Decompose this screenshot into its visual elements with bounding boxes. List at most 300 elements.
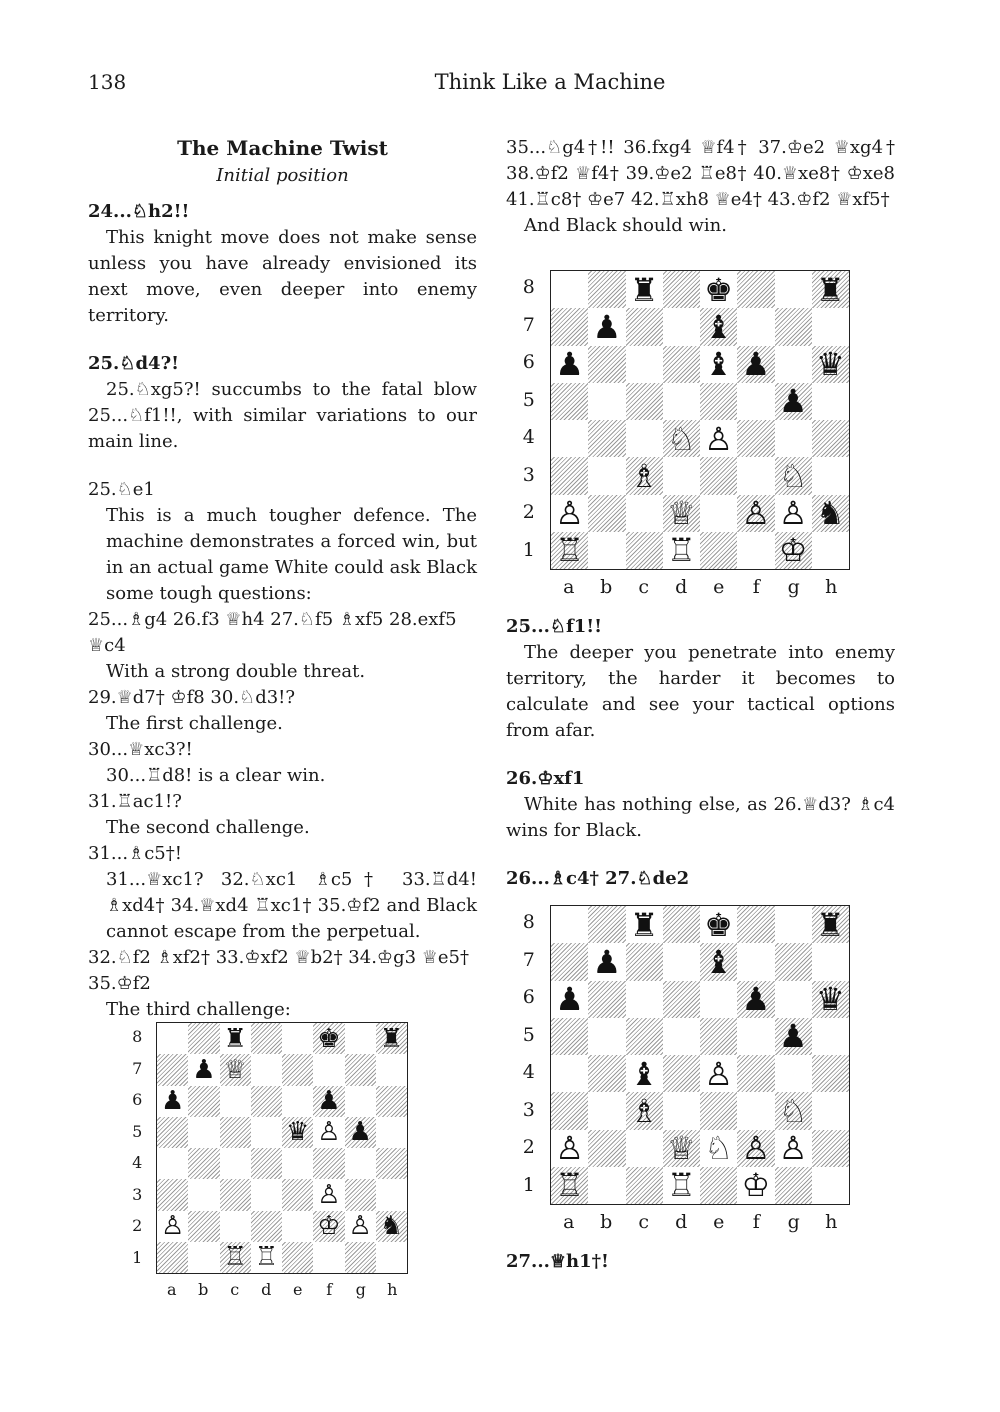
square-f6 xyxy=(313,1086,344,1117)
white-bishop-icon: ♗ xyxy=(629,1091,659,1130)
square-b1 xyxy=(188,1242,219,1273)
black-queen-icon: ♛ xyxy=(816,345,845,384)
square-e5 xyxy=(700,1018,737,1055)
rank-label: 2 xyxy=(132,1216,143,1236)
file-label: h xyxy=(387,1280,398,1299)
white-knight-icon: ♘ xyxy=(704,1129,733,1168)
square-c7 xyxy=(626,308,663,345)
square-f1 xyxy=(737,1167,774,1204)
file-label: f xyxy=(326,1280,333,1299)
square-g6 xyxy=(775,346,812,383)
square-h4 xyxy=(812,420,849,457)
rank-label: 2 xyxy=(522,1136,535,1159)
square-f8 xyxy=(737,271,774,308)
square-g4 xyxy=(775,420,812,457)
square-d5 xyxy=(663,383,700,420)
square-g3 xyxy=(775,457,812,494)
black-rook-icon: ♜ xyxy=(629,905,659,944)
square-g6 xyxy=(775,981,812,1018)
square-e4 xyxy=(282,1148,313,1179)
square-f4 xyxy=(737,1055,774,1092)
rank-label: 3 xyxy=(132,1184,143,1204)
square-h6 xyxy=(376,1086,407,1117)
square-c5 xyxy=(220,1117,251,1148)
square-f1 xyxy=(313,1242,344,1273)
square-d6 xyxy=(663,346,700,383)
white-knight-icon: ♘ xyxy=(667,419,696,458)
square-g7 xyxy=(345,1054,376,1085)
file-label: e xyxy=(713,576,725,598)
white-pawn-icon: ♙ xyxy=(317,1117,341,1148)
right-column-end xyxy=(506,1249,895,1275)
square-c3 xyxy=(626,1092,663,1129)
square-f3 xyxy=(737,457,774,494)
square-d7 xyxy=(663,308,700,345)
square-d2 xyxy=(251,1211,282,1242)
square-h4 xyxy=(376,1148,407,1179)
file-label: b xyxy=(198,1280,209,1299)
square-f7 xyxy=(737,943,774,980)
chess-board xyxy=(156,1022,408,1274)
square-h1 xyxy=(812,532,849,569)
black-king-icon: ♚ xyxy=(704,905,733,944)
comment: The first challenge. xyxy=(106,713,283,734)
black-rook-icon: ♜ xyxy=(223,1023,247,1054)
square-h3 xyxy=(376,1179,407,1210)
rank-label: 5 xyxy=(522,388,535,411)
rank-label: 3 xyxy=(522,1098,535,1121)
black-rook-icon: ♜ xyxy=(379,1023,404,1054)
square-e6 xyxy=(282,1086,313,1117)
square-b6 xyxy=(588,346,625,383)
square-h6 xyxy=(812,981,849,1018)
square-a4 xyxy=(157,1148,188,1179)
square-e3 xyxy=(282,1179,313,1210)
square-d1 xyxy=(663,532,700,569)
black-queen-icon: ♛ xyxy=(816,980,845,1019)
square-a5 xyxy=(551,1018,588,1055)
square-h2 xyxy=(812,1130,849,1167)
square-a6 xyxy=(551,346,588,383)
square-e7 xyxy=(282,1054,313,1085)
square-a1 xyxy=(551,532,588,569)
square-d4 xyxy=(251,1148,282,1179)
paragraph: This is a much tougher defence. The machine demonstrates a forced win, but in an actual game White could ask Black some tough questions: xyxy=(106,505,477,604)
square-b6 xyxy=(588,981,625,1018)
white-pawn-icon: ♙ xyxy=(317,1179,341,1210)
white-rook-icon: ♖ xyxy=(223,1242,247,1273)
file-label: c xyxy=(638,1211,650,1233)
rank-label: 7 xyxy=(132,1058,143,1078)
square-e6 xyxy=(700,981,737,1018)
rank-label: 8 xyxy=(132,1027,143,1047)
white-pawn-icon: ♙ xyxy=(741,494,771,533)
square-c8 xyxy=(626,906,663,943)
square-e3 xyxy=(700,1092,737,1129)
white-pawn-icon: ♙ xyxy=(348,1211,372,1242)
square-g2 xyxy=(775,495,812,532)
square-c7 xyxy=(626,943,663,980)
square-f5 xyxy=(737,1018,774,1055)
black-rook-icon: ♜ xyxy=(816,270,845,309)
square-a3 xyxy=(551,457,588,494)
square-a2 xyxy=(551,495,588,532)
file-label: h xyxy=(825,1211,838,1233)
square-b8 xyxy=(588,906,625,943)
square-h5 xyxy=(812,383,849,420)
square-b3 xyxy=(188,1179,219,1210)
black-pawn-icon: ♟ xyxy=(348,1117,372,1148)
square-h8 xyxy=(376,1023,407,1054)
file-label: d xyxy=(675,576,688,598)
square-f2 xyxy=(313,1211,344,1242)
square-g7 xyxy=(775,943,812,980)
square-f7 xyxy=(313,1054,344,1085)
square-e8 xyxy=(700,906,737,943)
square-e5 xyxy=(282,1117,313,1148)
square-a6 xyxy=(157,1086,188,1117)
black-pawn-icon: ♟ xyxy=(317,1086,341,1117)
square-d1 xyxy=(663,1167,700,1204)
square-g4 xyxy=(345,1148,376,1179)
square-f6 xyxy=(737,981,774,1018)
black-pawn-icon: ♟ xyxy=(741,980,771,1019)
square-b5 xyxy=(588,1018,625,1055)
comment: 30...♖d8! is a clear win. xyxy=(106,765,326,786)
white-pawn-icon: ♙ xyxy=(160,1211,185,1242)
chess-board xyxy=(550,270,850,570)
rank-label: 4 xyxy=(132,1153,143,1173)
square-g3 xyxy=(345,1179,376,1210)
rank-label: 5 xyxy=(522,1023,535,1046)
square-b1 xyxy=(588,532,625,569)
file-label: c xyxy=(638,576,650,598)
square-b2 xyxy=(588,495,625,532)
variation-line: 30...♕xc3?! xyxy=(88,739,193,760)
square-b6 xyxy=(188,1086,219,1117)
square-d7 xyxy=(663,943,700,980)
square-f2 xyxy=(737,495,774,532)
square-c2 xyxy=(626,495,663,532)
rank-label: 7 xyxy=(522,313,535,336)
white-pawn-icon: ♙ xyxy=(704,1054,733,1093)
square-e2 xyxy=(282,1211,313,1242)
square-a7 xyxy=(551,308,588,345)
running-title: Think Like a Machine xyxy=(434,70,666,94)
white-queen-icon: ♕ xyxy=(667,1129,696,1168)
black-pawn-icon: ♟ xyxy=(555,345,584,384)
file-label: d xyxy=(261,1280,272,1299)
black-pawn-icon: ♟ xyxy=(160,1086,185,1117)
variation-line: 35...♘g4†!! 36.fxg4 ♕f4† 37.♔e2 ♕xg4† 38.♔f2 ♕f4† 39.♔e2 ♖e8† 40.♕xe8† ♔xe8 41.♖c8† ♔e7 42.♖xh8 ♕e4† 43.♔f2 ♕xf5† xyxy=(506,137,895,210)
file-label: a xyxy=(563,1211,575,1233)
square-e8 xyxy=(700,271,737,308)
square-d7 xyxy=(251,1054,282,1085)
square-a7 xyxy=(551,943,588,980)
square-b2 xyxy=(188,1211,219,1242)
square-h1 xyxy=(812,1167,849,1204)
square-d3 xyxy=(663,1092,700,1129)
square-g3 xyxy=(775,1092,812,1129)
square-g1 xyxy=(775,1167,812,1204)
variation-line: 25...♗g4 26.f3 ♕h4 27.♘f5 ♗xf5 28.exf5 ♕c4 xyxy=(88,609,457,656)
square-f6 xyxy=(737,346,774,383)
square-e4 xyxy=(700,420,737,457)
square-c8 xyxy=(626,271,663,308)
white-queen-icon: ♕ xyxy=(667,494,696,533)
square-g6 xyxy=(345,1086,376,1117)
square-e6 xyxy=(700,346,737,383)
right-column xyxy=(506,135,895,239)
variation-line: 31.♖ac1!? xyxy=(88,791,182,812)
rank-label: 6 xyxy=(522,351,535,374)
square-a6 xyxy=(551,981,588,1018)
file-label: f xyxy=(752,1211,760,1233)
rank-label: 7 xyxy=(522,948,535,971)
square-g1 xyxy=(775,532,812,569)
white-bishop-icon: ♗ xyxy=(629,456,659,495)
square-b7 xyxy=(188,1054,219,1085)
section-title: The Machine Twist xyxy=(177,136,388,160)
black-pawn-icon: ♟ xyxy=(778,1017,808,1056)
white-rook-icon: ♖ xyxy=(555,531,584,570)
square-a4 xyxy=(551,420,588,457)
rank-label: 1 xyxy=(522,538,535,561)
black-pawn-icon: ♟ xyxy=(592,942,622,981)
rank-label: 2 xyxy=(522,501,535,524)
white-queen-icon: ♕ xyxy=(223,1054,247,1085)
black-queen-icon: ♛ xyxy=(285,1117,310,1148)
black-knight-icon: ♞ xyxy=(379,1211,404,1242)
paragraph: White has nothing else, as 26.♕d3? ♗c4 wins for Black. xyxy=(506,794,895,841)
square-a2 xyxy=(157,1211,188,1242)
file-label: h xyxy=(825,576,838,598)
square-g7 xyxy=(775,308,812,345)
square-f2 xyxy=(737,1130,774,1167)
black-bishop-icon: ♝ xyxy=(704,307,733,346)
black-rook-icon: ♜ xyxy=(816,905,845,944)
square-b5 xyxy=(588,383,625,420)
white-pawn-icon: ♙ xyxy=(555,494,584,533)
paragraph: This knight move does not make sense unless you have already envisioned its next move, even deeper into enemy territory. xyxy=(88,227,477,326)
square-c8 xyxy=(220,1023,251,1054)
rank-label: 4 xyxy=(522,1061,535,1084)
square-c1 xyxy=(626,532,663,569)
section-subtitle: Initial position xyxy=(216,165,349,186)
square-g2 xyxy=(775,1130,812,1167)
square-c1 xyxy=(626,1167,663,1204)
square-c2 xyxy=(626,1130,663,1167)
square-g5 xyxy=(775,1018,812,1055)
file-label: f xyxy=(752,576,760,598)
square-h5 xyxy=(376,1117,407,1148)
comment: The third challenge: xyxy=(106,999,291,1020)
page-number: 138 xyxy=(88,70,127,94)
black-pawn-icon: ♟ xyxy=(778,382,808,421)
square-b1 xyxy=(588,1167,625,1204)
square-a5 xyxy=(551,383,588,420)
square-a4 xyxy=(551,1055,588,1092)
square-f4 xyxy=(737,420,774,457)
square-e2 xyxy=(700,1130,737,1167)
square-a3 xyxy=(157,1179,188,1210)
paragraph: 25.♘xg5?! succumbs to the fatal blow 25...♘f1!!, with similar variations to our main line. xyxy=(88,379,477,452)
square-d5 xyxy=(663,1018,700,1055)
chess-board xyxy=(550,905,850,1205)
square-c5 xyxy=(626,1018,663,1055)
square-h4 xyxy=(812,1055,849,1092)
black-pawn-icon: ♟ xyxy=(192,1054,216,1085)
square-c4 xyxy=(626,420,663,457)
move-heading: 27...♕h1†! xyxy=(506,1251,609,1272)
square-d8 xyxy=(251,1023,282,1054)
right-column-mid xyxy=(506,614,895,892)
black-king-icon: ♚ xyxy=(704,270,733,309)
comment: 31...♕xc1? 32.♘xc1 ♗c5† 33.♖d4! ♗xd4† 34.♕xd4 ♖xc1† 35.♔f2 and Black cannot escape from the perpetual. xyxy=(106,869,477,942)
square-e1 xyxy=(700,532,737,569)
square-a8 xyxy=(157,1023,188,1054)
square-e7 xyxy=(700,943,737,980)
square-c3 xyxy=(220,1179,251,1210)
square-f1 xyxy=(737,532,774,569)
black-bishop-icon: ♝ xyxy=(704,345,733,384)
file-label: g xyxy=(355,1280,366,1299)
square-h8 xyxy=(812,271,849,308)
square-b7 xyxy=(588,943,625,980)
square-c3 xyxy=(626,457,663,494)
square-f7 xyxy=(737,308,774,345)
square-c2 xyxy=(220,1211,251,1242)
square-d2 xyxy=(663,495,700,532)
square-e4 xyxy=(700,1055,737,1092)
square-a5 xyxy=(157,1117,188,1148)
square-d4 xyxy=(663,1055,700,1092)
square-c5 xyxy=(626,383,663,420)
white-pawn-icon: ♙ xyxy=(741,1129,771,1168)
square-d2 xyxy=(663,1130,700,1167)
square-h2 xyxy=(376,1211,407,1242)
white-rook-icon: ♖ xyxy=(667,531,696,570)
white-rook-icon: ♖ xyxy=(254,1242,279,1273)
white-pawn-icon: ♙ xyxy=(778,1129,808,1168)
square-g1 xyxy=(345,1242,376,1273)
rank-label: 6 xyxy=(522,986,535,1009)
move-heading: 26.♔xf1 xyxy=(506,768,585,789)
file-label: b xyxy=(600,576,613,598)
white-pawn-icon: ♙ xyxy=(704,419,733,458)
square-b3 xyxy=(588,457,625,494)
square-a1 xyxy=(551,1167,588,1204)
file-label: e xyxy=(293,1280,303,1299)
square-h1 xyxy=(376,1242,407,1273)
square-a8 xyxy=(551,906,588,943)
square-e8 xyxy=(282,1023,313,1054)
square-f3 xyxy=(313,1179,344,1210)
black-pawn-icon: ♟ xyxy=(555,980,584,1019)
white-king-icon: ♔ xyxy=(778,531,808,570)
square-c4 xyxy=(626,1055,663,1092)
square-f4 xyxy=(313,1148,344,1179)
square-c4 xyxy=(220,1148,251,1179)
square-g4 xyxy=(775,1055,812,1092)
move-heading: 25...♘f1!! xyxy=(506,616,603,637)
square-e3 xyxy=(700,457,737,494)
square-d6 xyxy=(663,981,700,1018)
white-pawn-icon: ♙ xyxy=(555,1129,584,1168)
square-a3 xyxy=(551,1092,588,1129)
square-c6 xyxy=(626,346,663,383)
black-rook-icon: ♜ xyxy=(629,270,659,309)
variation-line: 31...♗c5†! xyxy=(88,843,182,864)
black-bishop-icon: ♝ xyxy=(704,942,733,981)
rank-label: 1 xyxy=(132,1247,143,1267)
square-h8 xyxy=(812,906,849,943)
square-g2 xyxy=(345,1211,376,1242)
white-rook-icon: ♖ xyxy=(555,1166,584,1205)
file-label: c xyxy=(230,1280,240,1299)
square-h7 xyxy=(812,943,849,980)
move-heading: 25.♘d4?! xyxy=(88,353,180,374)
square-g8 xyxy=(345,1023,376,1054)
white-rook-icon: ♖ xyxy=(667,1166,696,1205)
move-heading: 24...♘h2!! xyxy=(88,201,190,222)
rank-label: 3 xyxy=(522,463,535,486)
square-b5 xyxy=(188,1117,219,1148)
square-f8 xyxy=(313,1023,344,1054)
file-label: e xyxy=(713,1211,725,1233)
paragraph: The deeper you penetrate into enemy territory, the harder it becomes to calculate and see your tactical options from afar. xyxy=(506,642,895,741)
rank-label: 1 xyxy=(522,1173,535,1196)
file-label: d xyxy=(675,1211,688,1233)
black-pawn-icon: ♟ xyxy=(741,345,771,384)
move-heading: 26...♗c4† 27.♘de2 xyxy=(506,868,690,889)
square-h5 xyxy=(812,1018,849,1055)
rank-label: 8 xyxy=(522,911,535,934)
square-g8 xyxy=(775,271,812,308)
square-d6 xyxy=(251,1086,282,1117)
square-c1 xyxy=(220,1242,251,1273)
file-label: a xyxy=(563,576,575,598)
square-a2 xyxy=(551,1130,588,1167)
rank-label: 6 xyxy=(132,1090,143,1110)
square-h7 xyxy=(812,308,849,345)
square-c6 xyxy=(626,981,663,1018)
square-a7 xyxy=(157,1054,188,1085)
square-a1 xyxy=(157,1242,188,1273)
file-label: a xyxy=(166,1280,177,1299)
square-h6 xyxy=(812,346,849,383)
square-d8 xyxy=(663,271,700,308)
square-e7 xyxy=(700,308,737,345)
square-d3 xyxy=(251,1179,282,1210)
black-king-icon: ♚ xyxy=(317,1023,341,1054)
comment: With a strong double threat. xyxy=(106,661,366,682)
file-label: g xyxy=(787,1211,800,1233)
square-f5 xyxy=(737,383,774,420)
square-c7 xyxy=(220,1054,251,1085)
square-f5 xyxy=(313,1117,344,1148)
variation-line: 29.♕d7† ♔f8 30.♘d3!? xyxy=(88,687,296,708)
file-label: b xyxy=(600,1211,613,1233)
rank-label: 4 xyxy=(522,426,535,449)
square-g8 xyxy=(775,906,812,943)
file-label: g xyxy=(787,576,800,598)
square-h3 xyxy=(812,1092,849,1129)
square-e5 xyxy=(700,383,737,420)
left-column xyxy=(88,135,477,1023)
square-e1 xyxy=(282,1242,313,1273)
comment: And Black should win. xyxy=(524,215,728,236)
